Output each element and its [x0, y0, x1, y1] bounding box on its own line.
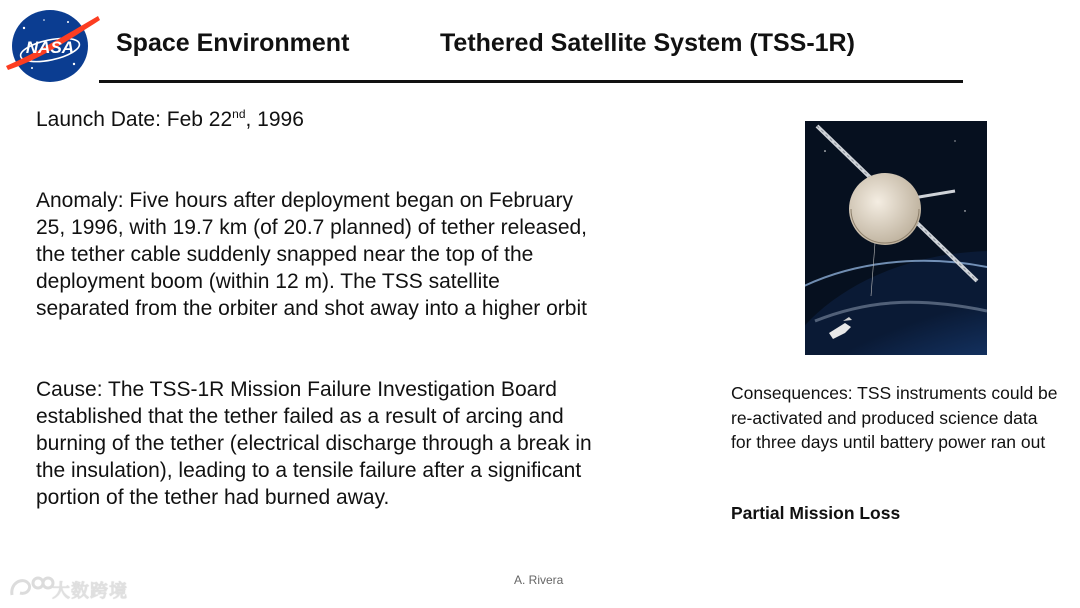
section-title: Space Environment	[116, 29, 350, 57]
nasa-logo-text: NASA	[25, 38, 75, 57]
cause-paragraph: Cause: The TSS-1R Mission Failure Investigation Board established that the tether failed as a result of arcing and burning of the tether (electrical discharge through a break in the insulation), leading to a tensile failure after a significant portion of the tether had burned away.	[36, 378, 592, 509]
launch-date-label: Launch Date: Feb 22	[36, 108, 233, 131]
launch-date	[36, 106, 304, 133]
launch-date-year: , 1996	[245, 108, 304, 131]
author-credit: A. Rivera	[514, 573, 564, 587]
consequences-text: Consequences: TSS instruments could be re-activated and produced science data for three days until battery power ran out	[731, 383, 1058, 452]
slide-title: Tethered Satellite System (TSS-1R)	[440, 29, 855, 57]
anomaly-paragraph: Anomaly: Five hours after deployment began on February 25, 1996, with 19.7 km (of 20.7 planned) of tether released, the tether cable suddenly snapped near the top of the deployment boom (within 12 m). The TSS satellite separated from the orbiter and shot away into a higher orbit	[36, 189, 588, 320]
mission-verdict: Partial Mission Loss	[731, 503, 901, 523]
tss-satellite-image	[805, 121, 987, 355]
watermark-text: 大数跨境	[52, 581, 128, 601]
launch-date-ordinal: nd	[232, 107, 246, 121]
nasa-logo	[4, 6, 100, 86]
title-divider	[99, 80, 963, 83]
